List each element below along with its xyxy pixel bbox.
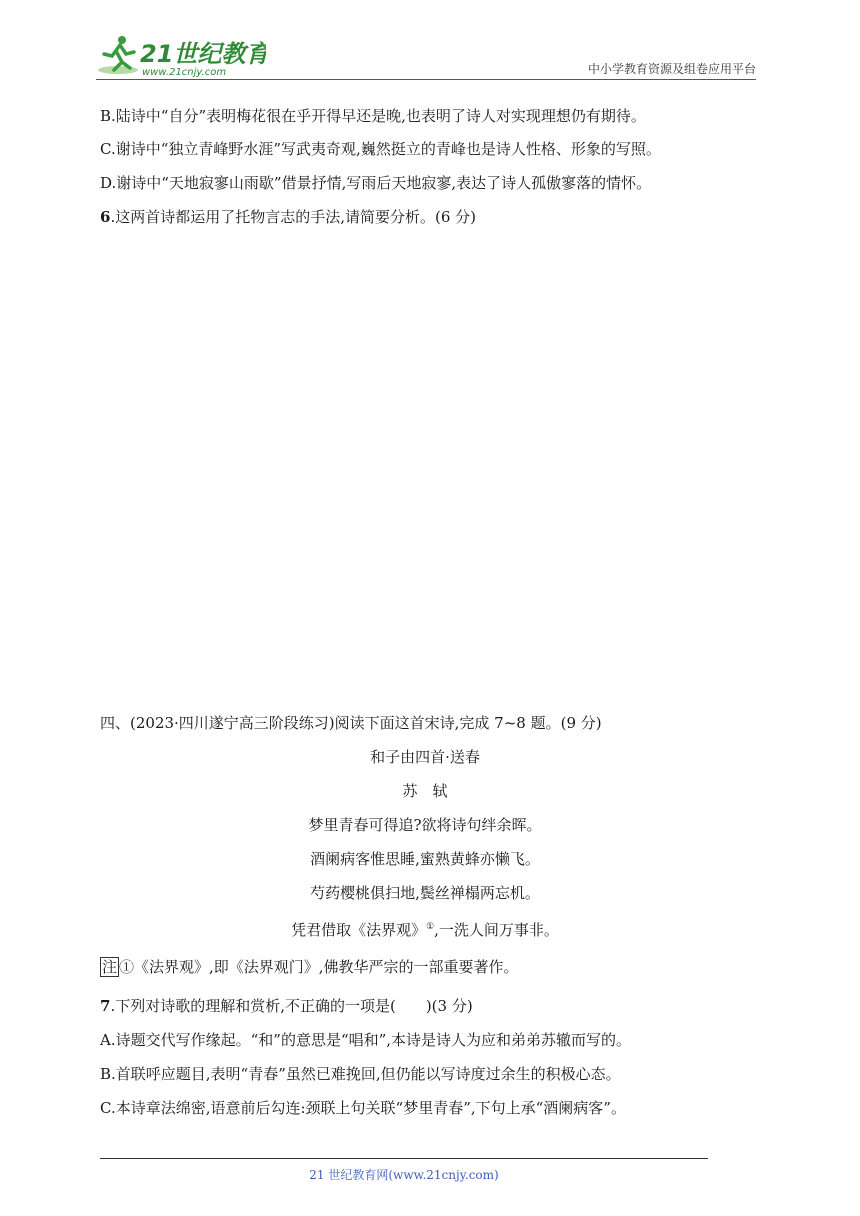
poem-author: 苏 轼 <box>402 782 448 800</box>
question-7-text: .下列对诗歌的理解和赏析,不正确的一项是( )(3 分) <box>110 997 473 1015</box>
q5-option-b: B.陆诗中“自分”表明梅花很在乎开得早还是晚,也表明了诗人对实现理想仍有期待。 <box>100 107 646 125</box>
poem-line-4-part-a: 凭君借取《法界观》 <box>291 921 427 939</box>
question-7 <box>100 996 473 1016</box>
poem-line-3: 芍药樱桃俱扫地,鬓丝禅榻两忘机。 <box>310 884 540 902</box>
footnote-marker: ① <box>426 922 435 932</box>
site-logo <box>96 34 266 80</box>
q7-option-c: C.本诗章法绵密,语意前后勾连:颈联上句关联“梦里青春”,下句上承“酒阑病客”。 <box>100 1099 626 1117</box>
question-6-text: .这两首诗都运用了托物言志的手法,请简要分析。(6 分) <box>110 208 476 226</box>
logo-text: 21世纪教育 <box>140 40 266 68</box>
poem-line-4-part-b: ,一洗人间万事非。 <box>434 921 559 939</box>
section-4-heading: 四、(2023·四川遂宁高三阶段练习)阅读下面这首宋诗,完成 7~8 题。(9 分) <box>100 714 602 732</box>
q7-option-b: B.首联呼应题目,表明“青春”虽然已难挽回,但仍能以写诗度过余生的积极心态。 <box>100 1065 621 1083</box>
poem-line-4 <box>100 917 750 940</box>
platform-label: 中小学教育资源及组卷应用平台 <box>587 62 756 76</box>
q5-option-c: C.谢诗中“独立青峰野水涯”写武夷奇观,巍然挺立的青峰也是诗人性格、形象的写照。 <box>100 140 661 158</box>
footer-link[interactable]: 21 世纪教育网(www.21cnjy.com) <box>309 1168 499 1182</box>
note-label: 注 <box>102 958 118 976</box>
footer-divider <box>100 1158 708 1159</box>
poem-line-2: 酒阑病客惟思睡,蜜熟黄蜂亦懒飞。 <box>310 850 540 868</box>
q5-option-d: D.谢诗中“天地寂寥山雨歇”借景抒情,写雨后天地寂寥,表达了诗人孤傲寥落的情怀。 <box>100 174 652 192</box>
poem-note <box>100 957 519 977</box>
question-6 <box>100 207 476 227</box>
runner-logo-icon <box>96 34 266 80</box>
note-text: ①《法界观》,即《法界观门》,佛教华严宗的一部重要著作。 <box>119 958 519 976</box>
poem-title: 和子由四首·送春 <box>370 748 480 766</box>
question-7-number: 7 <box>100 997 111 1015</box>
q7-option-a: A.诗题交代写作缘起。“和”的意思是“唱和”,本诗是诗人为应和弟弟苏辙而写的。 <box>100 1031 632 1049</box>
poem-line-1: 梦里青春可得追?欲将诗句绊余晖。 <box>308 816 542 834</box>
header-divider <box>96 79 756 80</box>
question-6-number: 6 <box>100 208 111 226</box>
logo-url: www.21cnjy.com <box>142 67 227 78</box>
